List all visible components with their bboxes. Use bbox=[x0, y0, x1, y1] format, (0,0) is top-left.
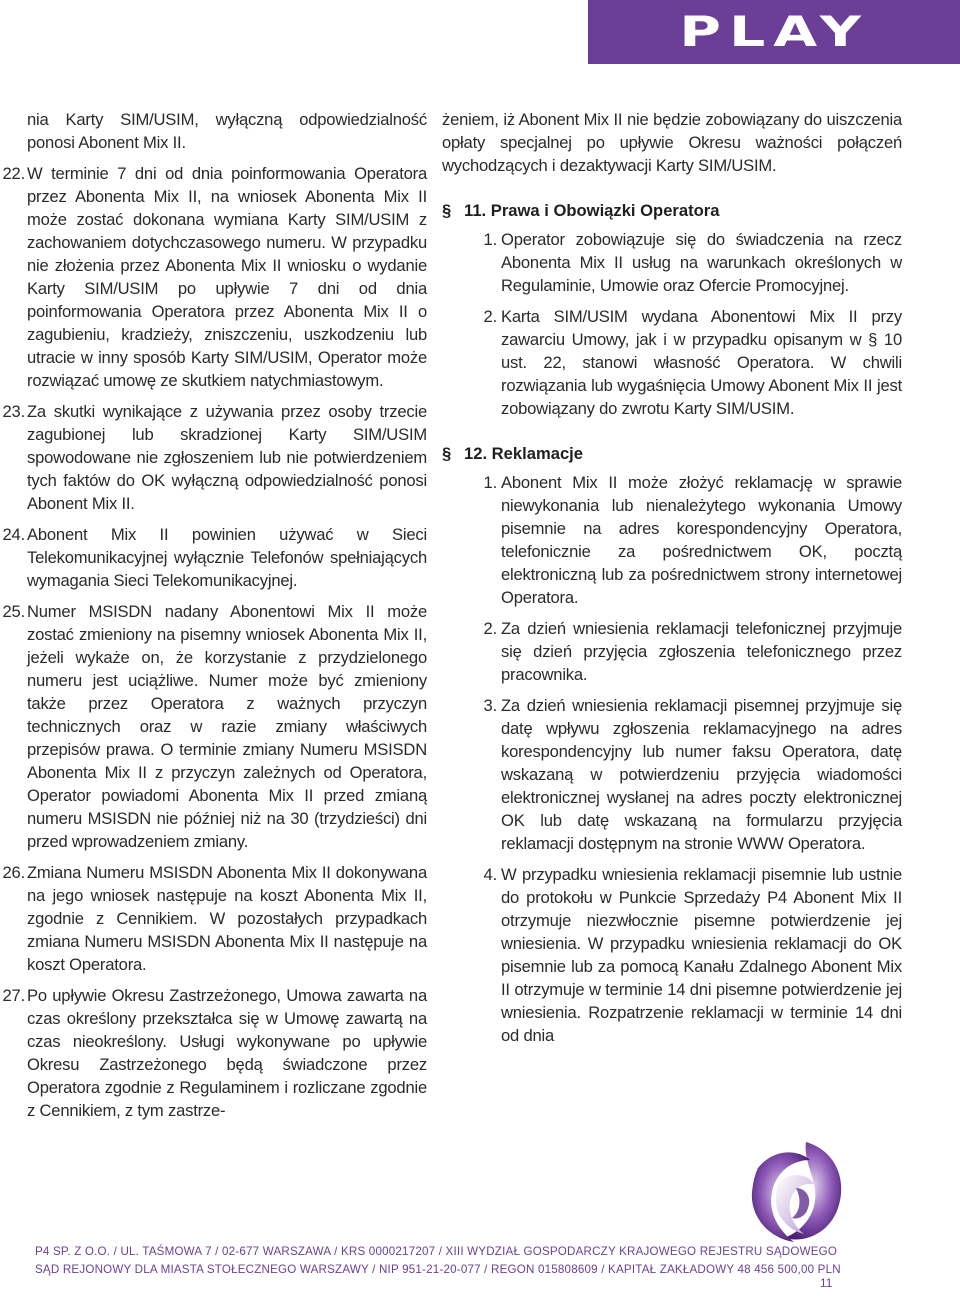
section-title: 11. Prawa i Obowiązki Operatora bbox=[464, 201, 720, 220]
item-text: Po upływie Okresu Zastrzeżonego, Umowa zawarta na czas określony przekształca się w Umowę zawartą na czas nieokreślony. Usługi wykonywane po upływie Okresu Zastrzeżonego będą świadczone przez Operatora zgodnie z Regulaminem i rozliczane zgodnie z Cennikiem, z tym zastrze- bbox=[27, 986, 427, 1120]
footer-line-2: SĄD REJONOWY DLA MIASTA STOŁECZNEGO WARSZAWY / NIP 951-21-20-077 / REGON 015808609 / KAPITAŁ ZAKŁADOWY 48 456 500,00 PLN bbox=[35, 1263, 841, 1276]
list-item bbox=[442, 305, 902, 420]
footer bbox=[35, 1243, 915, 1279]
section-sign: § bbox=[442, 444, 452, 463]
list-item bbox=[0, 984, 427, 1122]
play-logo-text: PLAY bbox=[679, 7, 869, 56]
item-number: 25. bbox=[2, 602, 25, 621]
item-number: 4. bbox=[483, 865, 497, 884]
list-item bbox=[442, 863, 902, 1047]
item-number: 2. bbox=[483, 619, 497, 638]
list-item bbox=[0, 600, 427, 853]
item-number: 1. bbox=[483, 473, 497, 492]
item-text: W przypadku wniesienia reklamacji pisemnie lub ustnie do protokołu w Punkcie Sprzedaży P4 Abonent Mix II otrzymuje niezwłocznie pisemne potwierdzenie jej wniesienia. W przypadku wniesienia reklamacji do OK pisemnie lub za pomocą Kanału Zdalnego Abonent Mix II otrzymuje w terminie 14 dni pisemne potwierdzenie jej wniesienia. Rozpatrzenie reklamacji w terminie 14 dni od dnia bbox=[501, 865, 902, 1045]
left-column bbox=[2, 108, 427, 1130]
section-sign: § bbox=[442, 201, 452, 220]
play-swirl-icon bbox=[748, 1138, 850, 1248]
left-continuation: nia Karty SIM/USIM, wyłączną odpowiedzialność ponosi Abonent Mix II. bbox=[27, 110, 427, 152]
item-text: Karta SIM/USIM wydana Abonentowi Mix II przy zawarciu Umowy, jak i w przypadku opisanym w § 10 ust. 22, stanowi własność Operatora. W chwili rozwiązania lub wygaśnięcia Umowy Abonent Mix II jest zobowiązany do zwrotu Karty SIM/USIM. bbox=[501, 307, 902, 418]
item-text: Za skutki wynikające z używania przez osoby trzecie zagubionej lub skradzionej Karty SIM/USIM spowodowane nie zgłoszeniem lub nie potwierdzeniem tych faktów do OK wyłączną odpowiedzialność ponosi Abonent Mix II. bbox=[27, 402, 427, 513]
footer-line-1: P4 SP. Z O.O. / UL. TAŚMOWA 7 / 02-677 WARSZAWA / KRS 0000217207 / XIII WYDZIAŁ GOSPODARCZY KRAJOWEGO REJESTRU SĄDOWEGO bbox=[35, 1245, 838, 1258]
right-column bbox=[442, 108, 902, 1055]
list-item bbox=[0, 162, 427, 392]
item-number: 2. bbox=[483, 307, 497, 326]
item-number: 27. bbox=[2, 986, 25, 1005]
item-text: Abonent Mix II powinien używać w Sieci Telekomunikacyjnej wyłącznie Telefonów spełniających wymagania Sieci Telekomunikacyjnej. bbox=[27, 525, 427, 590]
item-number: 1. bbox=[483, 230, 497, 249]
item-number: 26. bbox=[2, 863, 25, 882]
item-number: 23. bbox=[2, 402, 25, 421]
item-text: Abonent Mix II może złożyć reklamację w sprawie niewykonania lub nienależytego wykonania Umowy pisemnie na adres korespondencyjny Operatora, telefonicznie za pośrednictwem OK, pocztą elektroniczną lub za pośrednictwem strony internetowej Operatora. bbox=[501, 473, 902, 607]
list-item bbox=[0, 400, 427, 515]
section-heading-12 bbox=[442, 442, 902, 465]
list-item bbox=[442, 617, 902, 686]
list-item bbox=[442, 694, 902, 855]
section-heading-11 bbox=[442, 199, 902, 222]
item-text: Numer MSISDN nadany Abonentowi Mix II może zostać zmieniony na pisemny wniosek Abonenta Mix II, jeżeli wykaże on, że korzystanie z przydzielonego numeru jest uciążliwe. Numer może być zmieniony także przez Operatora z ważnych przyczyn technicznych oraz w razie zmiany właściwych przepisów prawa. O terminie zmiany Numeru MSISDN Abonenta Mix II z przyczyn zależnych od Operatora, Operator powiadomi Abonenta Mix II przed zmianą numeru MSISDN nie później niż na 30 (trzydzieści) dni przed wprowadzeniem zmiany. bbox=[27, 602, 427, 851]
item-number: 3. bbox=[483, 696, 497, 715]
item-text: W terminie 7 dni od dnia poinformowania Operatora przez Abonenta Mix II, na wniosek Abonenta Mix II może zostać dokonana wymiana Karty SIM/USIM z zachowaniem dotychczasowego numeru. W przypadku nie złożenia przez Abonenta Mix II wniosku o wydanie Karty SIM/USIM po upływie 7 dni od dnia poinformowania Operatora przez Abonenta Mix II o zagubieniu, kradzieży, zniszczeniu, uszkodzeniu lub utracie w inny sposób Karty SIM/USIM, Operator może rozwiązać umowę ze skutkiem natychmiastowym. bbox=[27, 164, 427, 390]
item-number: 24. bbox=[2, 525, 25, 544]
right-continuation: żeniem, iż Abonent Mix II nie będzie zobowiązany do uiszczenia opłaty specjalnej po upływie Okresu ważności połączeń wychodzących i dezaktywacji Karty SIM/USIM. bbox=[442, 110, 902, 175]
list-item bbox=[0, 861, 427, 976]
play-logo bbox=[588, 0, 960, 64]
item-text: Operator zobowiązuje się do świadczenia na rzecz Abonenta Mix II usług na warunkach określonych w Regulaminie, Umowie oraz Ofercie Promocyjnej. bbox=[501, 230, 902, 295]
item-text: Zmiana Numeru MSISDN Abonenta Mix II dokonywana na jego wniosek następuje na koszt Abonenta Mix II, zgodnie z Cennikiem. W pozostałych przypadkach zmiana Numeru MSISDN Abonenta Mix II następuje na koszt Operatora. bbox=[27, 863, 427, 974]
item-number: 22. bbox=[2, 164, 25, 183]
list-item bbox=[0, 523, 427, 592]
list-item bbox=[442, 228, 902, 297]
item-text: Za dzień wniesienia reklamacji telefonicznej przyjmuje się dzień przyjęcia zgłoszenia telefonicznego przez pracownika. bbox=[501, 619, 902, 684]
page-number: 11 bbox=[820, 1276, 833, 1290]
list-item bbox=[442, 471, 902, 609]
section-title: 12. Reklamacje bbox=[464, 444, 584, 463]
item-text: Za dzień wniesienia reklamacji pisemnej przyjmuje się datę wpływu zgłoszenia reklamacyjnego na adres korespondencyjny lub numer faksu Operatora, datę wskazaną w potwierdzeniu przyjęcia wiadomości elektronicznej wysłanej na adres poczty elektronicznej OK lub datę wskazaną na formularzu przyjęcia reklamacji dostępnym na stronie WWW Operatora. bbox=[501, 696, 902, 853]
